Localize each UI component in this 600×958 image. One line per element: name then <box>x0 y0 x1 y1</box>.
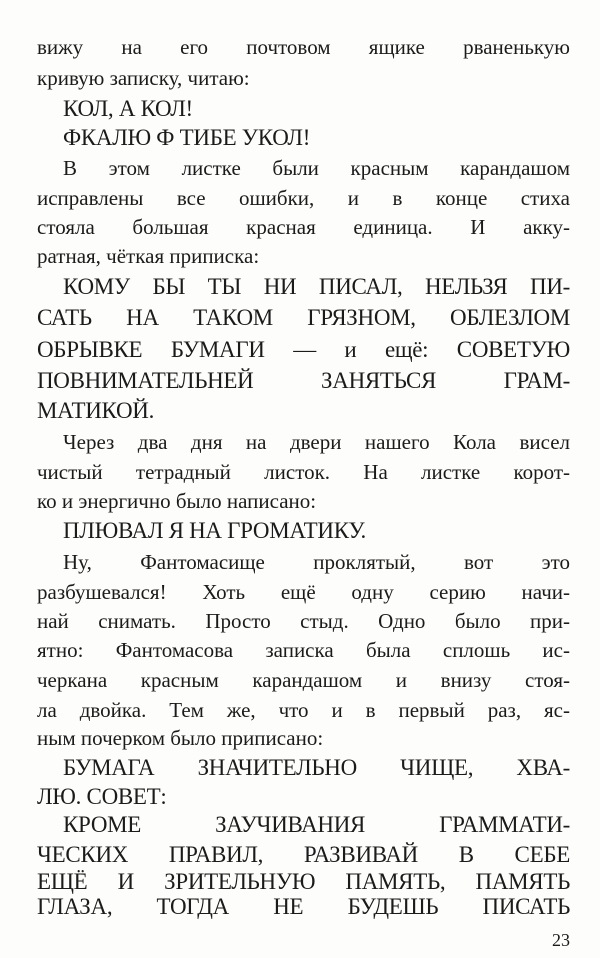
text-line: ным почерком было приписано: <box>37 726 324 750</box>
text-line: КРОМЕ ЗАУЧИВАНИЯ ГРАММАТИ- <box>63 812 570 837</box>
text-line: Ну, Фантомасище проклятый, вот это <box>63 550 570 574</box>
text-line: ратная, чёткая приписка: <box>37 244 260 268</box>
text-line: ФКАЛЮ Ф ТИБЕ УКОЛ! <box>63 125 311 150</box>
text-line: МАТИКОЙ. <box>37 398 155 423</box>
text-line: ко и энергично было написано: <box>37 489 317 513</box>
text-line: най снимать. Просто стыд. Одно было при- <box>37 609 570 633</box>
text-line: ятно: Фантомасова записка была сплошь ис- <box>37 638 570 662</box>
text-line: ПЛЮВАЛ Я НА ГРОМАТИКУ. <box>63 518 367 543</box>
text-line: вижу на его почтовом ящике рваненькую <box>37 35 570 59</box>
text-line: стояла большая красная единица. И акку- <box>37 215 570 239</box>
text-line: Через два дня на двери нашего Кола висел <box>63 430 570 454</box>
text-line: разбушевался! Хоть ещё одну серию начи- <box>37 580 570 604</box>
text-line: ла двойка. Тем же, что и в первый раз, яс- <box>37 698 570 722</box>
text-line: кривую записку, читаю: <box>37 66 250 90</box>
text-line: ПОВНИМАТЕЛЬНЕЙ ЗАНЯТЬСЯ ГРАМ- <box>37 368 570 393</box>
text-line: ЧЕСКИХ ПРАВИЛ, РАЗВИВАЙ В СЕБЕ <box>37 842 570 867</box>
text-line: САТЬ НА ТАКОМ ГРЯЗНОМ, ОБЛЕЗЛОМ <box>37 305 570 330</box>
text-line: КОЛ, А КОЛ! <box>63 96 193 121</box>
text-line: исправлены все ошибки, и в конце стиха <box>37 186 570 210</box>
text-line: черкана красным карандашом и внизу стоя- <box>37 668 570 692</box>
text-line: В этом листке были красным карандашом <box>63 156 570 180</box>
page-number: 23 <box>552 930 570 950</box>
text-line: БУМАГА ЗНАЧИТЕЛЬНО ЧИЩЕ, ХВА- <box>63 755 570 780</box>
text-line: ЕЩЁ И ЗРИТЕЛЬНУЮ ПАМЯТЬ, ПАМЯТЬ <box>37 869 570 894</box>
text-line: ЛЮ. СОВЕТ: <box>37 784 167 809</box>
text-line: ОБРЫВКЕ БУМАГИ — и ещё: СОВЕТУЮ <box>37 337 570 362</box>
text-line: чистый тетрадный листок. На листке корот- <box>37 460 570 484</box>
text-line: ГЛАЗА, ТОГДА НЕ БУДЕШЬ ПИСАТЬ <box>37 894 570 919</box>
text-line: КОМУ БЫ ТЫ НИ ПИСАЛ, НЕЛЬЗЯ ПИ- <box>63 274 570 299</box>
